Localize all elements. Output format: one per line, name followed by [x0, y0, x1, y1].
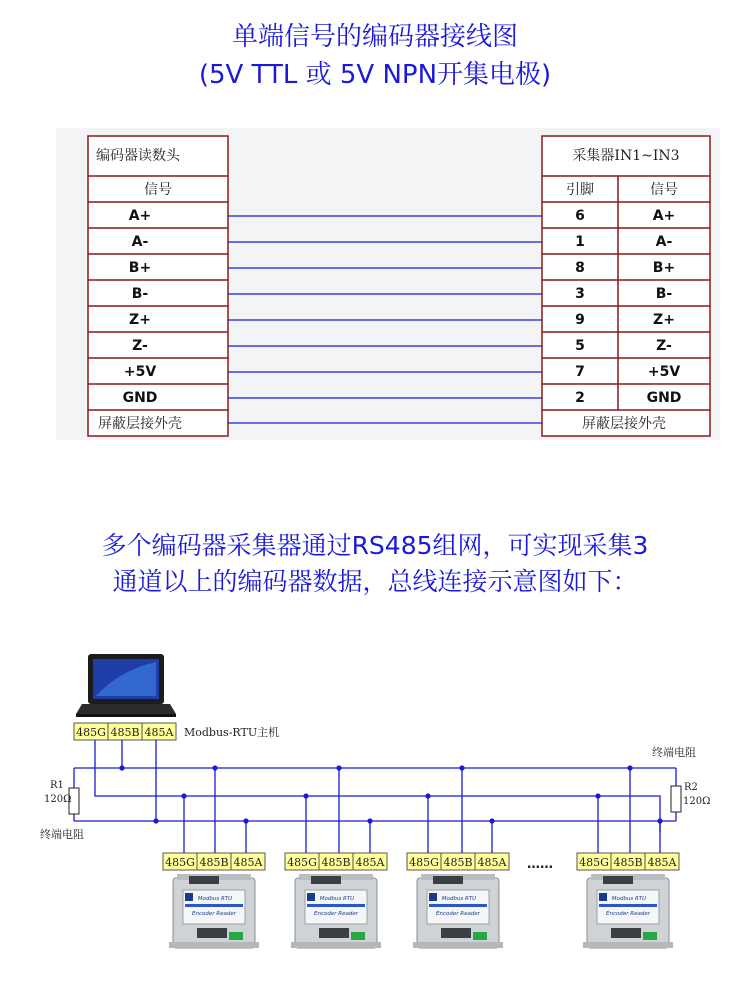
device-terminal-label: 485A: [647, 856, 677, 869]
right-shield-label: 屏蔽层接外壳: [582, 416, 666, 432]
device-terminal-label: 485B: [199, 856, 229, 869]
device-name: Encoder Reader: [606, 911, 650, 917]
host-terminal-485a: 485A: [144, 726, 174, 739]
right-sub-pin: 引脚: [566, 182, 594, 198]
host-terminal-485b: 485B: [110, 726, 140, 739]
terminator-label-left: 终端电阻: [40, 828, 84, 841]
encoder-head-table: [88, 136, 228, 436]
encoder-reader-module-icon: [583, 874, 673, 948]
rs485-bus-diagram: [0, 640, 750, 995]
host-terminal-block: [74, 723, 176, 740]
right-signal-cell: B-: [655, 286, 673, 302]
r1-value: 120Ω: [44, 794, 72, 805]
bus-description-line2: 通道以上的编码器数据，总线连接示意图如下：: [112, 567, 638, 596]
host-terminal-485g: 485G: [76, 726, 106, 739]
device-name: Encoder Reader: [436, 911, 480, 917]
collector-device: [285, 853, 387, 948]
device-terminal-label: 485G: [287, 856, 317, 869]
host-label: Modbus-RTU主机: [184, 726, 280, 739]
right-pin-cell: 3: [575, 286, 585, 302]
device-terminal-block: [163, 853, 265, 870]
right-signal-cell: A-: [655, 234, 673, 250]
collector-table: [542, 136, 710, 436]
left-signal-cell: A-: [131, 234, 149, 250]
junction-dots: [119, 765, 662, 823]
left-signal-cell: Z-: [132, 338, 148, 354]
encoder-reader-module-icon: [413, 874, 503, 948]
left-signal-cell: A+: [128, 208, 152, 224]
right-signal-cell: Z+: [653, 312, 675, 328]
right-pin-cell: 6: [575, 208, 585, 224]
r2-name: R2: [684, 782, 698, 793]
device-terminal-label: 485A: [233, 856, 263, 869]
device-brand: Modbus RTU: [319, 896, 355, 902]
device-brand: Modbus RTU: [441, 896, 477, 902]
terminator-label-right: 终端电阻: [652, 746, 696, 759]
diagram-title: 单端信号的编码器接线图: [231, 22, 518, 52]
resistor-r2: [671, 786, 681, 812]
device-terminal-block: [285, 853, 387, 870]
encoder-reader-module-icon: [291, 874, 381, 948]
device-name: Encoder Reader: [192, 911, 236, 917]
device-name: Encoder Reader: [314, 911, 358, 917]
left-subheader: 信号: [144, 182, 172, 198]
r2-value: 120Ω: [683, 796, 711, 807]
bus-lines: [74, 740, 676, 853]
wiring-diagram: [0, 120, 750, 450]
laptop-icon: [76, 654, 176, 717]
left-shield-label: 屏蔽层接外壳: [98, 416, 182, 432]
right-signal-cell: GND: [646, 390, 682, 406]
device-terminal-label: 485A: [355, 856, 385, 869]
right-pin-cell: 5: [575, 338, 585, 354]
device-terminal-label: 485A: [477, 856, 507, 869]
device-brand: Modbus RTU: [197, 896, 233, 902]
encoder-reader-module-icon: [169, 874, 259, 948]
right-signal-cell: +5V: [647, 364, 681, 380]
right-pin-cell: 1: [575, 234, 585, 250]
left-signal-cell: B+: [128, 260, 152, 276]
device-terminal-label: 485G: [165, 856, 195, 869]
right-signal-cell: Z-: [656, 338, 672, 354]
left-header: 编码器读数头: [96, 148, 180, 164]
right-pin-cell: 7: [575, 364, 585, 380]
left-signal-cell: Z+: [129, 312, 151, 328]
right-pin-cell: 9: [575, 312, 585, 328]
device-terminal-label: 485G: [409, 856, 439, 869]
right-signal-cell: A+: [652, 208, 676, 224]
right-signal-cell: B+: [652, 260, 676, 276]
device-brand: Modbus RTU: [611, 896, 647, 902]
right-pin-cell: 8: [575, 260, 585, 276]
device-terminal-label: 485B: [443, 856, 473, 869]
device-terminal-block: [407, 853, 509, 870]
collector-device: [407, 853, 509, 948]
diagram-subtitle: (5V TTL 或 5V NPN开集电极): [198, 60, 552, 90]
collector-device: [577, 853, 679, 948]
left-signal-cell: GND: [122, 390, 158, 406]
left-signal-cell: B-: [131, 286, 149, 302]
right-header: 采集器IN1~IN3: [572, 148, 680, 164]
device-terminal-label: 485B: [321, 856, 351, 869]
collector-device: [163, 853, 265, 948]
device-terminal-block: [577, 853, 679, 870]
device-terminal-label: 485B: [613, 856, 643, 869]
ellipsis: ……: [527, 857, 553, 872]
right-pin-cell: 2: [575, 390, 585, 406]
bus-description-line1: 多个编码器采集器通过RS485组网，可实现采集3: [101, 531, 649, 560]
left-signal-cell: +5V: [123, 364, 157, 380]
device-terminal-label: 485G: [579, 856, 609, 869]
right-sub-signal: 信号: [650, 182, 678, 198]
r1-name: R1: [50, 780, 64, 791]
